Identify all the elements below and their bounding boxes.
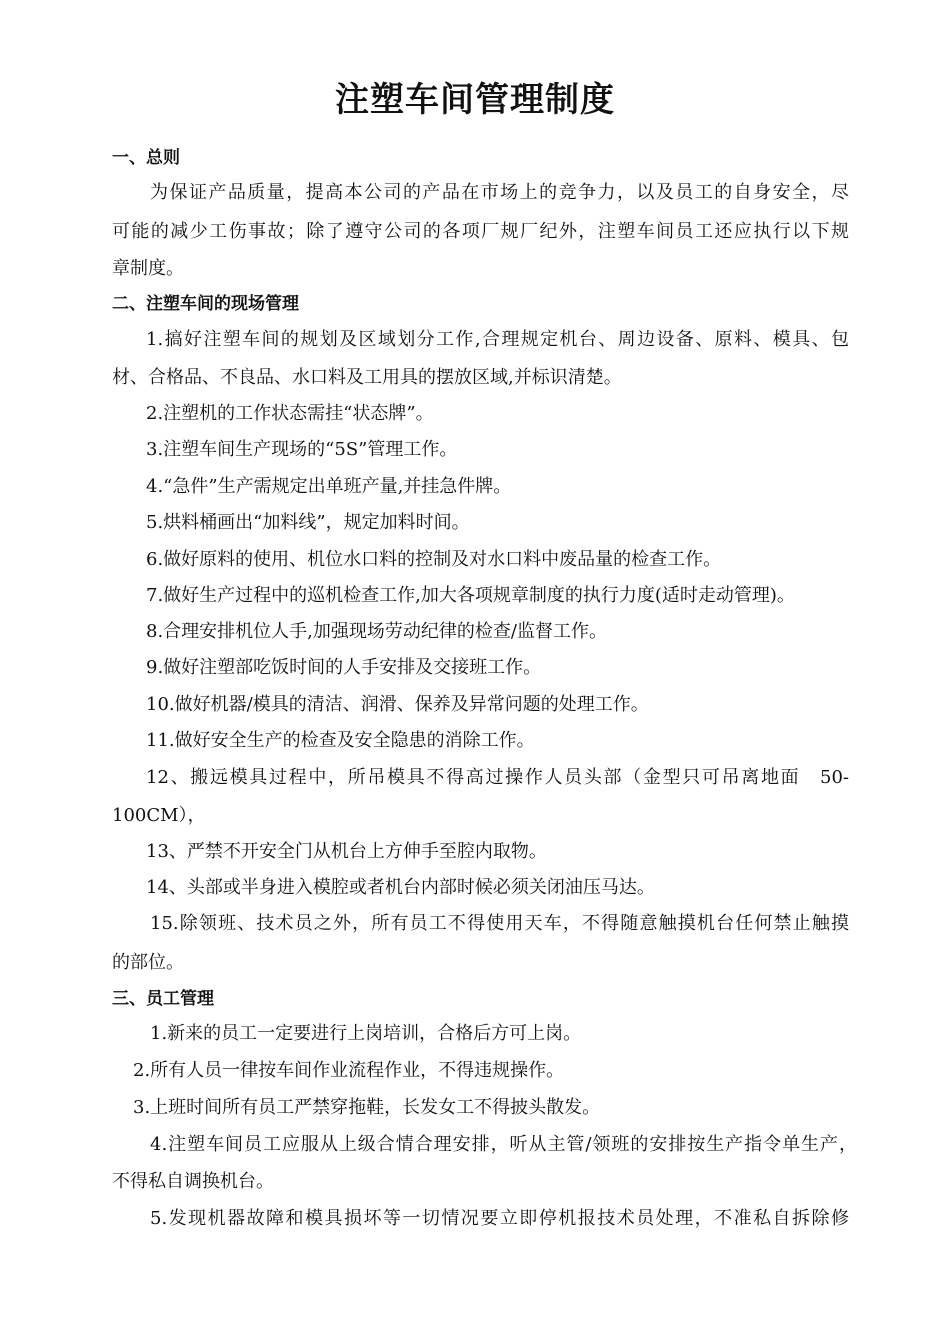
list-item-continuation: 不得私自调换机台。	[112, 1171, 274, 1192]
list-item: 4.注塑车间员工应服从上级合情合理安排，听从主管/领班的安排按生产指令单生产，	[150, 1134, 857, 1155]
document-title: 注塑车间管理制度	[335, 80, 615, 120]
list-item: 1.新来的员工一定要进行上岗培训，合格后方可上岗。	[150, 1023, 582, 1044]
list-item: 6.做好原料的使用、机位水口料的控制及对水口料中废品量的检查工作。	[146, 549, 722, 570]
list-item-continuation: 的部位。	[112, 952, 184, 973]
list-item: 13、严禁不开安全门从机台上方伸手至腔内取物。	[146, 841, 547, 862]
paragraph-line: 章制度。	[112, 258, 184, 279]
list-item: 2.所有人员一律按车间作业流程作业，不得违规操作。	[133, 1060, 565, 1081]
list-item: 2.注塑机的工作状态需挂“状态牌”。	[146, 403, 434, 424]
list-item: 5.烘料桶画出“加料线”，规定加料时间。	[146, 512, 470, 533]
list-item: 11.做好安全生产的检查及安全隐患的消除工作。	[146, 730, 535, 751]
section-heading-general: 一、总则	[112, 148, 180, 168]
list-item: 12、搬远模具过程中，所吊模具不得高过操作人员头部（金型只可吊离地面 50-	[146, 767, 849, 788]
list-item: 8.合理安排机位人手,加强现场劳动纪律的检查/监督工作。	[146, 621, 607, 642]
section-heading-site-management: 二、注塑车间的现场管理	[112, 294, 299, 314]
paragraph-line: 可能的减少工伤事故；除了遵守公司的各项厂规厂纪外，注塑车间员工还应执行以下规	[112, 221, 849, 242]
list-item: 3.上班时间所有员工严禁穿拖鞋，长发女工不得披头散发。	[133, 1097, 601, 1118]
list-item: 14、头部或半身进入模腔或者机台内部时候必须关闭油压马达。	[146, 877, 655, 898]
list-item: 4.“急件”生产需规定出单班产量,并挂急件牌。	[146, 476, 512, 497]
list-item: 1.搞好注塑车间的规划及区域划分工作,合理规定机台、周边设备、原料、模具、包	[146, 329, 849, 350]
list-item: 10.做好机器/模具的清洁、润滑、保养及异常问题的处理工作。	[146, 694, 649, 715]
section-heading-staff-management: 三、员工管理	[112, 989, 214, 1009]
list-item-continuation: 材、合格品、不良品、水口料及工用具的摆放区域,并标识清楚。	[112, 367, 622, 388]
list-item: 15.除领班、技术员之外，所有员工不得使用天车，不得随意触摸机台任何禁止触摸	[150, 913, 849, 934]
list-item: 5.发现机器故障和模具损坏等一切情况要立即停机报技术员处理，不准私自拆除修	[150, 1208, 849, 1229]
list-item: 3.注塑车间生产现场的“5S”管理工作。	[146, 439, 458, 460]
paragraph-line: 为保证产品质量，提高本公司的产品在市场上的竞争力，以及员工的自身安全，尽	[150, 182, 849, 203]
list-item: 9.做好注塑部吃饭时间的人手安排及交接班工作。	[146, 657, 542, 678]
list-item: 7.做好生产过程中的巡机检查工作,加大各项规章制度的执行力度(适时走动管理)。	[146, 585, 795, 606]
list-item-continuation: 100CM），	[112, 805, 206, 826]
